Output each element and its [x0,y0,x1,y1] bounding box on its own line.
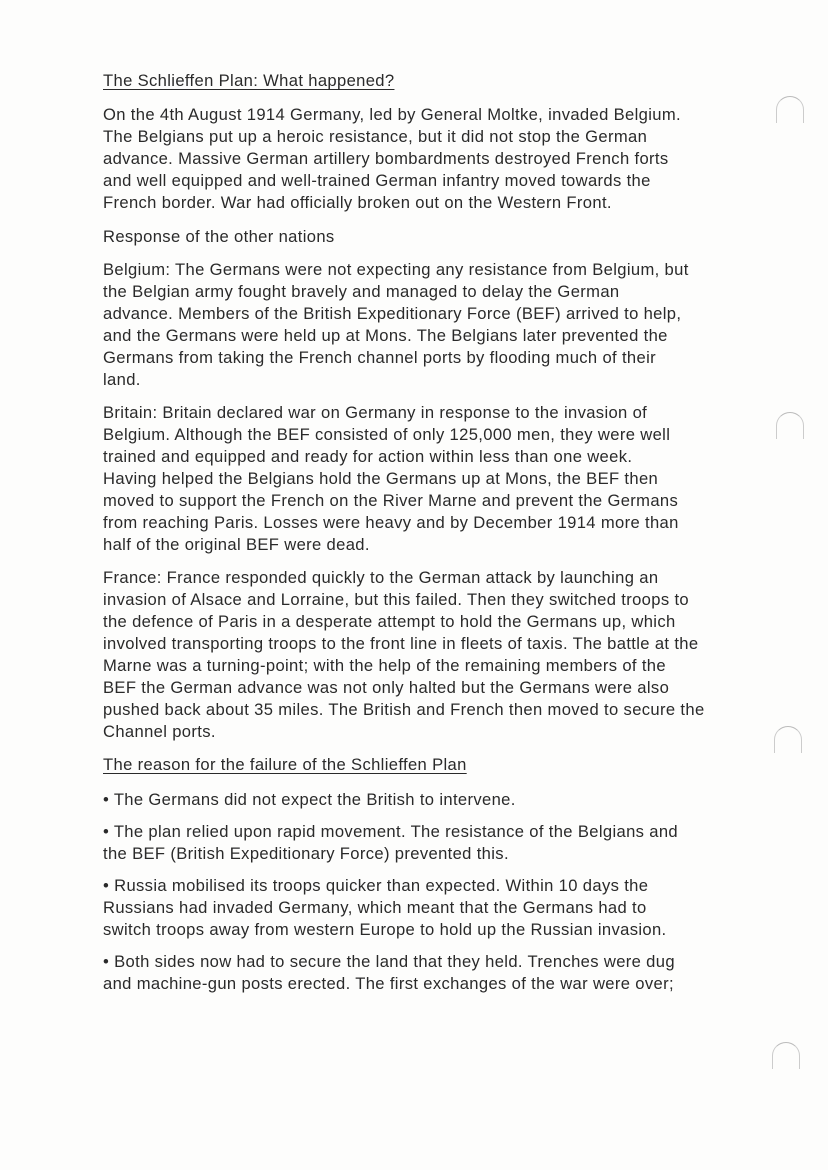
text-line: Russians had invaded Germany, which meant that the Germans had to [103,898,647,917]
text-line: moved to support the French on the River Marne and prevent the Germans [103,491,679,510]
response-heading: Response of the other nations [103,227,335,246]
text-line: Having helped the Belgians hold the Germans up at Mons, the BEF then [103,469,659,488]
text-line: invasion of Alsace and Lorraine, but this failed. Then they switched troops to [103,590,689,609]
text-line: The Belgians put up a heroic resistance, but it did not stop the German [103,127,648,146]
text-line: advance. Members of the British Expeditionary Force (BEF) arrived to help, [103,304,682,323]
text-line: • Russia mobilised its troops quicker than expected. Within 10 days the [103,876,649,895]
text-line: Britain: Britain declared war on Germany in response to the invasion of [103,403,648,422]
text-line: from reaching Paris. Losses were heavy and by December 1914 more than [103,513,679,532]
text-line: the defence of Paris in a desperate attempt to hold the Germans up, which [103,612,676,631]
text-line: advance. Massive German artillery bombardments destroyed French forts [103,149,669,168]
text-line: the Belgian army fought bravely and managed to delay the German [103,282,620,301]
intro-paragraph [103,104,763,214]
punch-hole-mark [774,726,802,753]
text-line: • Both sides now had to secure the land that they held. Trenches were dug [103,952,675,971]
text-line: and machine-gun posts erected. The first exchanges of the war were over; [103,974,674,993]
text-line: pushed back about 35 miles. The British and French then moved to secure the [103,700,705,719]
failure-heading: The reason for the failure of the Schlieffen Plan [103,755,467,774]
text-line: • The plan relied upon rapid movement. The resistance of the Belgians and [103,822,678,841]
text-line: French border. War had officially broken out on the Western Front. [103,193,612,212]
text-line: BEF the German advance was not only halted but the Germans were also [103,678,670,697]
bullet-item [103,875,763,941]
britain-paragraph [103,402,763,556]
punch-hole-mark [776,412,804,439]
text-line: land. [103,370,141,389]
text-line: half of the original BEF were dead. [103,535,370,554]
text-line: On the 4th August 1914 Germany, led by General Moltke, invaded Belgium. [103,105,681,124]
text-line: switch troops away from western Europe to hold up the Russian invasion. [103,920,667,939]
page-title: The Schlieffen Plan: What happened? [103,71,395,90]
bullet-item [103,821,763,865]
text-line: involved transporting troops to the front line in fleets of taxis. The battle at the [103,634,699,653]
text-line: France: France responded quickly to the German attack by launching an [103,568,659,587]
belgium-paragraph [103,259,763,391]
text-line: and the Germans were held up at Mons. The Belgians later prevented the [103,326,668,345]
text-line: • The Germans did not expect the British to intervene. [103,790,516,809]
bullet-item [103,951,763,995]
text-line: trained and equipped and ready for action within less than one week. [103,447,633,466]
punch-hole-mark [776,96,804,123]
bullet-item [103,789,763,811]
text-line: and well equipped and well-trained German infantry moved towards the [103,171,651,190]
text-line: Belgium. Although the BEF consisted of only 125,000 men, they were well [103,425,671,444]
text-line: Germans from taking the French channel ports by flooding much of their [103,348,656,367]
punch-hole-mark [772,1042,800,1069]
text-line: the BEF (British Expeditionary Force) prevented this. [103,844,509,863]
text-line: Marne was a turning-point; with the help of the remaining members of the [103,656,666,675]
france-paragraph [103,567,763,743]
text-line: Belgium: The Germans were not expecting any resistance from Belgium, but [103,260,689,279]
text-line: Channel ports. [103,722,216,741]
